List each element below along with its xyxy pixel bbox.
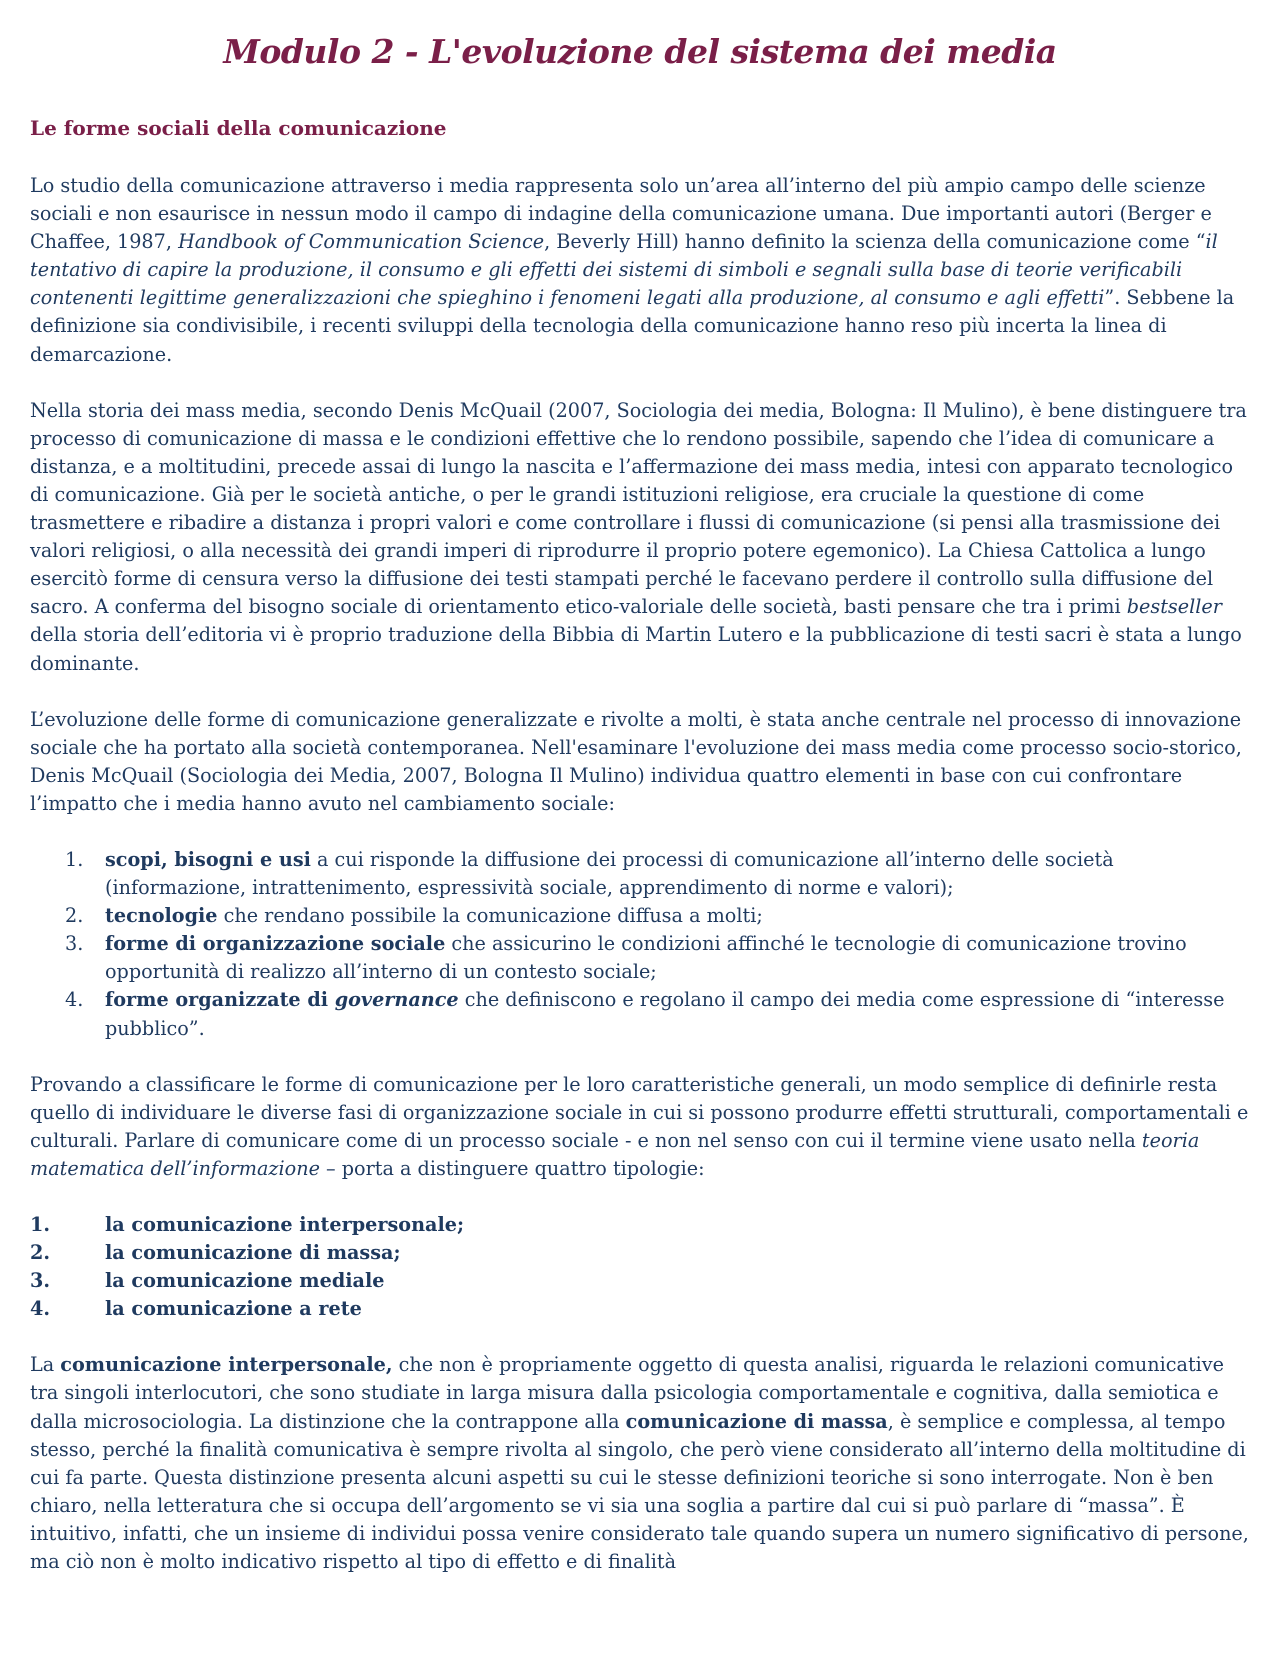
list-item bbox=[30, 930, 1250, 986]
p2-text-a: Nella storia dei mass media, secondo Denis McQuail (2007, Sociologia dei media, Bologna: Il Mulino), è bene distinguere tra processo di comunicazione di massa e le condizioni effettive che lo rendono possibile, sapendo che l’idea di comunicare a distanza, e a moltitudini, precede assai di lungo la nascita e l’affermazione dei mass media, intesi con apparato tecnologico di comunicazione. Già per le società antiche, o per le grandi istituzioni religiose, era cruciale la questione di come trasmettere e ribadire a distanza i propri valori e come controllare i flussi di comunicazione (si pensi alla trasmissione dei valori religiosi, o alla necessità dei grandi imperi di riprodurre il proprio potere egemonico). La Chiesa Cattolica a lungo esercitò forme di censura verso la diffusione dei testi stampati perché le facevano perdere il controllo sulla diffusione del sacro. A conferma del bisogno sociale di orientamento etico-valoriale delle società, basti pensare che tra i primi bbox=[30, 398, 1247, 619]
p1-quote: il tentativo di capire la produzione, il consumo e gli effetti dei sistemi di simboli e segnali sulla base di teorie verificabili contenenti legittime generalizzazioni che spieghino i fenomeni legati alla produzione, al consumo e agli effetti bbox=[30, 230, 1218, 310]
list-number: 1. bbox=[30, 1213, 51, 1236]
section-heading: Le forme sociali della comunicazione bbox=[30, 116, 447, 140]
elements-list bbox=[30, 846, 1250, 1043]
list-item-label: la comunicazione a rete bbox=[105, 1297, 362, 1321]
list-item-label: la comunicazione interpersonale; bbox=[105, 1213, 465, 1236]
list-item-text: che assicurino le condizioni affinché le tecnologie di comunicazione trovino opportunità di realizzo all’interno di un contesto sociale; bbox=[105, 932, 1187, 984]
list-number: 2. bbox=[30, 1241, 51, 1265]
paragraph-5 bbox=[30, 1351, 1250, 1576]
list-item-label: la comunicazione mediale bbox=[105, 1269, 385, 1293]
page-title: Modulo 2 - L'evoluzione del sistema dei media bbox=[223, 32, 1057, 71]
list-number: 4. bbox=[30, 1297, 51, 1321]
list-item bbox=[30, 1295, 1250, 1323]
p1-text-c: ”. Sebbene la definizione sia condivisibile, i recenti sviluppi della tecnologia della comunicazione hanno reso più incerta la linea di demarcazione. bbox=[30, 286, 1235, 366]
list-item bbox=[30, 846, 1250, 902]
list-item bbox=[30, 1211, 1250, 1239]
p1-text-a: Lo studio della comunicazione attraverso i media rappresenta solo un’area all’interno del più ampio campo delle scienze sociali e non esaurisce in nessun modo il campo di indagine della comunicazione umana. Due importanti autori (Berger e Chaffee, 1987, bbox=[30, 174, 1212, 254]
list-number: 1. bbox=[65, 847, 84, 871]
p1-text-b: , Beverly Hill) hanno definito la scienza della comunicazione come “ bbox=[544, 230, 1206, 254]
paragraph-1 bbox=[30, 172, 1250, 369]
list-number: 3. bbox=[65, 932, 84, 956]
p5-text-b: che non è propriamente oggetto di questa analisi, riguarda le relazioni comunicative tra singoli interlocutori, che sono studiate in larga misura dalla psicologia comportamentale e cognitiva, dalla semiotica e dalla microsociologia. La distinzione che la contrappone alla bbox=[30, 1353, 1224, 1433]
list-item bbox=[30, 1267, 1250, 1295]
p4-emphasis: teoria matematica dell’informazione bbox=[30, 1128, 1200, 1180]
list-item bbox=[30, 902, 1250, 930]
list-item-bold: forme organizzate di bbox=[105, 988, 335, 1012]
p2-text-b: della storia dell’editoria vi è proprio traduzione della Bibbia di Martin Lutero e la pubblicazione di testi sacri è stata a lungo dominante. bbox=[30, 623, 1242, 675]
list-number: 3. bbox=[30, 1269, 51, 1293]
list-item-text: che rendano possibile la comunicazione diffusa a molti; bbox=[217, 904, 763, 928]
list-item-text: che definiscono e regolano il campo dei media come espressione di “interesse pubblico”. bbox=[105, 988, 1225, 1040]
list-item-bold-italic: governance bbox=[334, 988, 459, 1012]
paragraph-3: L’evoluzione delle forme di comunicazione generalizzate e rivolte a molti, è stata anche centrale nel processo di innovazione sociale che ha portato alla società contemporanea. Nell'esaminare l'evoluzione dei mass media come processo socio-storico, Denis McQuail (Sociologia dei Media, 2007, Bologna Il Mulino) individua quattro elementi in base con cui confrontare l’impatto che i media hanno avuto nel cambiamento sociale: bbox=[30, 707, 1242, 815]
p4-text-a: Provando a classificare le forme di comunicazione per le loro caratteristiche generali, un modo semplice di definirle resta quello di individuare le diverse fasi di organizzazione sociale in cui si possono produrre effetti strutturali, comportamentali e culturali. Parlare di comunicare come di un processo sociale - e non nel senso con cui il termine viene usato nella bbox=[30, 1072, 1249, 1152]
list-item-label: la comunicazione di massa; bbox=[105, 1241, 401, 1265]
list-item-text: a cui risponde la diffusione dei processi di comunicazione all’interno delle società (informazione, intrattenimento, espressività sociale, apprendimento di norme e valori); bbox=[105, 847, 1114, 900]
list-item-bold: tecnologie bbox=[105, 904, 218, 928]
list-item bbox=[30, 986, 1250, 1042]
p5-bold-2: comunicazione di massa bbox=[625, 1409, 888, 1433]
p5-text-a: La bbox=[30, 1353, 61, 1377]
p1-book-title: Handbook of Communication Science bbox=[178, 230, 545, 254]
list-number: 2. bbox=[65, 904, 84, 928]
p5-bold-1: comunicazione interpersonale, bbox=[60, 1353, 393, 1377]
p5-text-c: , è semplice e complessa, al tempo stesso, perché la finalità comunicativa è sempre rivolta al singolo, che però viene considerato all’interno della moltitudine di cui fa parte. Questa distinzione presenta alcuni aspetti su cui le stesse definizioni teoriche si sono interrogate. Non è ben chiaro, nella letteratura che si occupa dell’argomento se vi sia una soglia a partire dal cui si può parlare di “massa”. È intuitivo, infatti, che un insieme di individui possa venire considerato tale quando supera un numero significativo di persone, ma ciò non è molto indicativo rispetto al tipo di effetto e di finalità bbox=[30, 1409, 1249, 1574]
p4-text-b: – porta a distinguere quattro tipologie: bbox=[319, 1156, 705, 1180]
list-item bbox=[30, 1239, 1250, 1267]
list-item-bold: scopi, bisogni e usi bbox=[105, 847, 311, 871]
paragraph-4 bbox=[30, 1071, 1250, 1183]
list-item-bold: forme di organizzazione sociale bbox=[105, 932, 446, 956]
paragraph-2 bbox=[30, 397, 1250, 678]
list-number: 4. bbox=[65, 988, 84, 1012]
p2-emphasis: bestseller bbox=[1126, 595, 1222, 619]
types-list bbox=[30, 1211, 1250, 1323]
